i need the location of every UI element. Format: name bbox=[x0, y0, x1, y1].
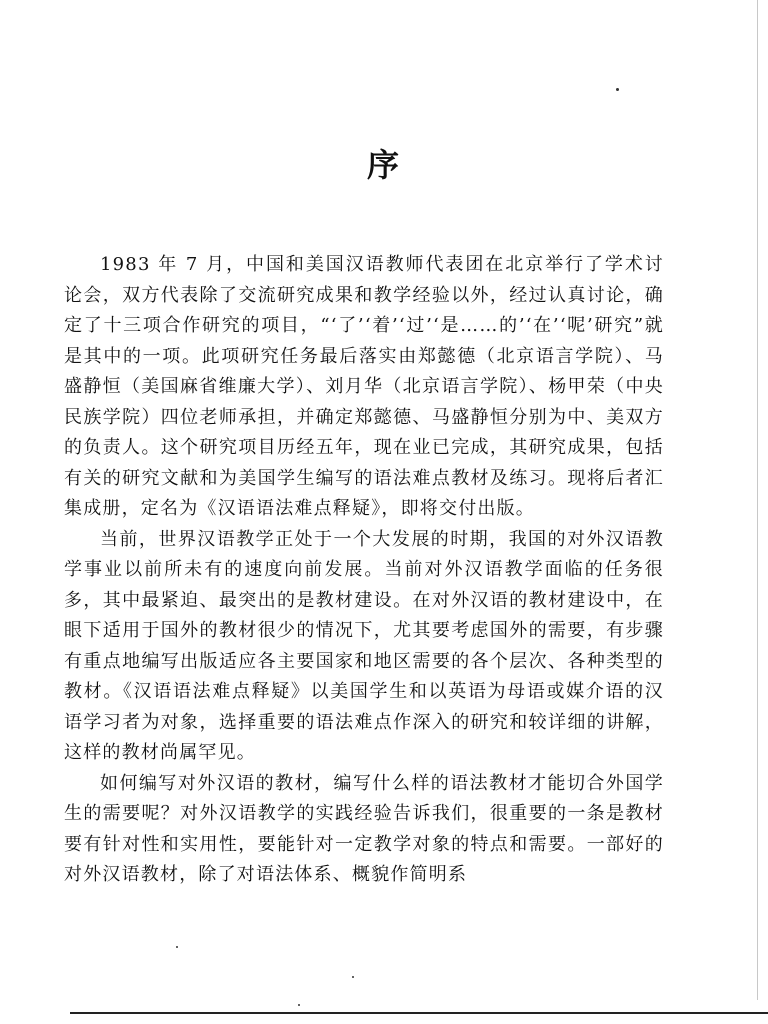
body-text bbox=[64, 250, 664, 891]
scan-speck bbox=[352, 976, 354, 978]
scan-speck bbox=[616, 88, 619, 91]
page-edge-bottom bbox=[70, 1012, 768, 1014]
paragraph: 如何编写对外汉语的教材，编写什么样的语法教材才能切合外国学生的需要呢？对外汉语教学的实践经验告诉我们，很重要的一条是教材要有针对性和实用性，要能针对一定教学对象的特点和需要。一部好的对外汉语教材，除了对语法体系、概貌作简明系 bbox=[64, 772, 664, 885]
scan-speck bbox=[176, 946, 178, 948]
paragraph: 当前，世界汉语教学正处于一个大发展的时期，我国的对外汉语教学事业以前所未有的速度向前发展。当前对外汉语教学面临的任务很多，其中最紧迫、最突出的是教材建设。在对外汉语的教材建设中，在眼下适用于国外的教材很少的情况下，尤其要考虑国外的需要，有步骤有重点地编写出版适应各主要国家和地区需要的各个层次、各种类型的教材。《汉语语法难点释疑》以美国学生和以英语为母语或媒介语的汉语学习者为对象，选择重要的语法难点作深入的研究和较详细的讲解，这样的教材尚属罕见。 bbox=[64, 528, 664, 763]
paragraph: 1983 年 7 月，中国和美国汉语教师代表团在北京举行了学术讨论会，双方代表除了交流研究成果和教学经验以外，经过认真讨论，确定了十三项合作研究的项目，“‘了’‘着’‘过’‘是……的’‘在’‘呢’研究”就是其中的一项。此项研究任务最后落实由郑懿德（北京语言学院）、马盛静恒（美国麻省维廉大学）、刘月华（北京语言学院）、杨甲荣（中央民族学院）四位老师承担，并确定郑懿德、马盛静恒分别为中、美双方的负责人。这个研究项目历经五年，现在业已完成，其研究成果，包括有关的研究文献和为美国学生编写的语法难点教材及练习。现将后者汇集成册，定名为《汉语语法难点释疑》，即将交付出版。 bbox=[64, 254, 664, 519]
scan-speck bbox=[298, 1004, 300, 1006]
page-title: 序 bbox=[366, 146, 401, 184]
